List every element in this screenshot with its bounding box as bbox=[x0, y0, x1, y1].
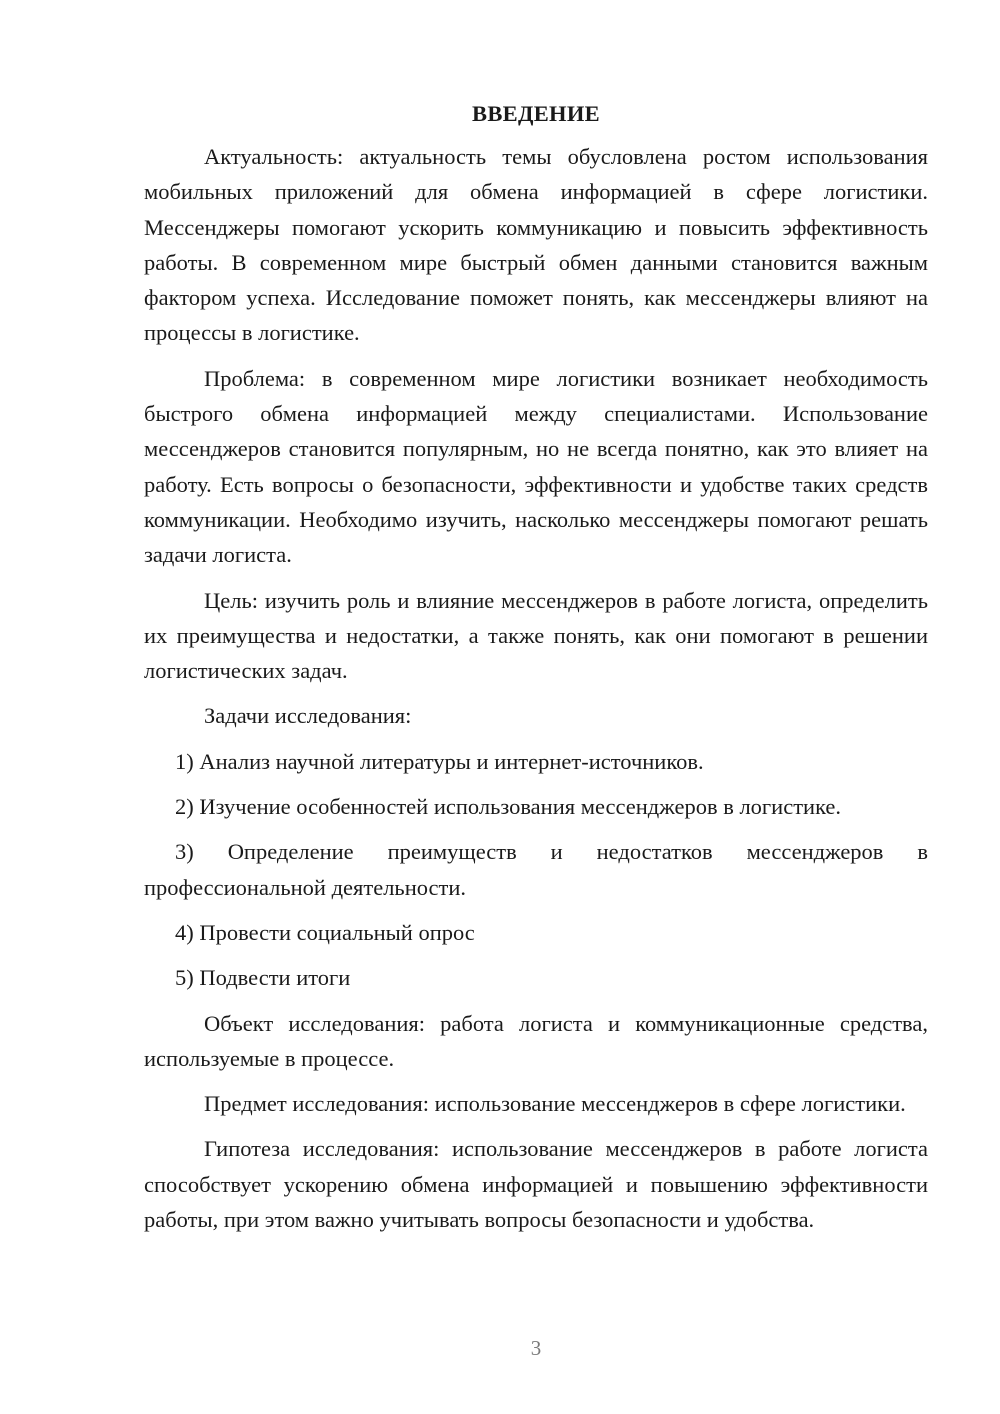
task-item: 1) Анализ научной литературы и интернет-источников. bbox=[175, 748, 704, 774]
task-item: 2) Изучение особенностей использования мессенджеров в логистике. bbox=[175, 794, 842, 820]
relevance-paragraph: Актуальность: актуальность темы обусловлена ростом использования мобильных приложений для обмена информацией в сфере логистики. Мессенджеры помогают ускорить коммуникацию и повысить эффективность работы. В современном мире быстрый обмен данными становится важным фактором успеха. Исследование поможет понять, как мессенджеры влияют на процессы в логистике. bbox=[144, 144, 928, 346]
task-item: 4) Провести социальный опрос bbox=[175, 919, 475, 945]
section-title: ВВЕДЕНИЕ bbox=[472, 101, 600, 126]
subject-paragraph: Предмет исследования: использование мессенджеров в сфере логистики. bbox=[204, 1091, 906, 1117]
page-content bbox=[144, 96, 928, 1247]
task-item: 3) Определение преимуществ и недостатков мессенджеров в профессиональной деятельности. bbox=[144, 839, 928, 900]
tasks-heading: Задачи исследования: bbox=[204, 703, 412, 729]
task-item: 5) Подвести итоги bbox=[175, 965, 351, 991]
object-paragraph: Объект исследования: работа логиста и коммуникационные средства, используемые в процессе. bbox=[144, 1010, 928, 1071]
hypothesis-paragraph: Гипотеза исследования: использование мессенджеров в работе логиста способствует ускорению обмена информацией и повышению эффективности работы, при этом важно учитывать вопросы безопасности и удобства. bbox=[144, 1136, 928, 1233]
problem-paragraph: Проблема: в современном мире логистики возникает необходимость быстрого обмена информацией между специалистами. Использование мессенджеров становится популярным, но не всегда понятно, как это влияет на работу. Есть вопросы о безопасности, эффективности и удобстве таких средств коммуникации. Необходимо изучить, насколько мессенджеры помогают решать задачи логиста. bbox=[144, 365, 928, 568]
page-number: 3 bbox=[530, 1336, 542, 1360]
goal-paragraph: Цель: изучить роль и влияние мессенджеров в работе логиста, определить их преимущества и недостатки, а также понять, как они помогают в решении логистических задач. bbox=[144, 587, 928, 684]
